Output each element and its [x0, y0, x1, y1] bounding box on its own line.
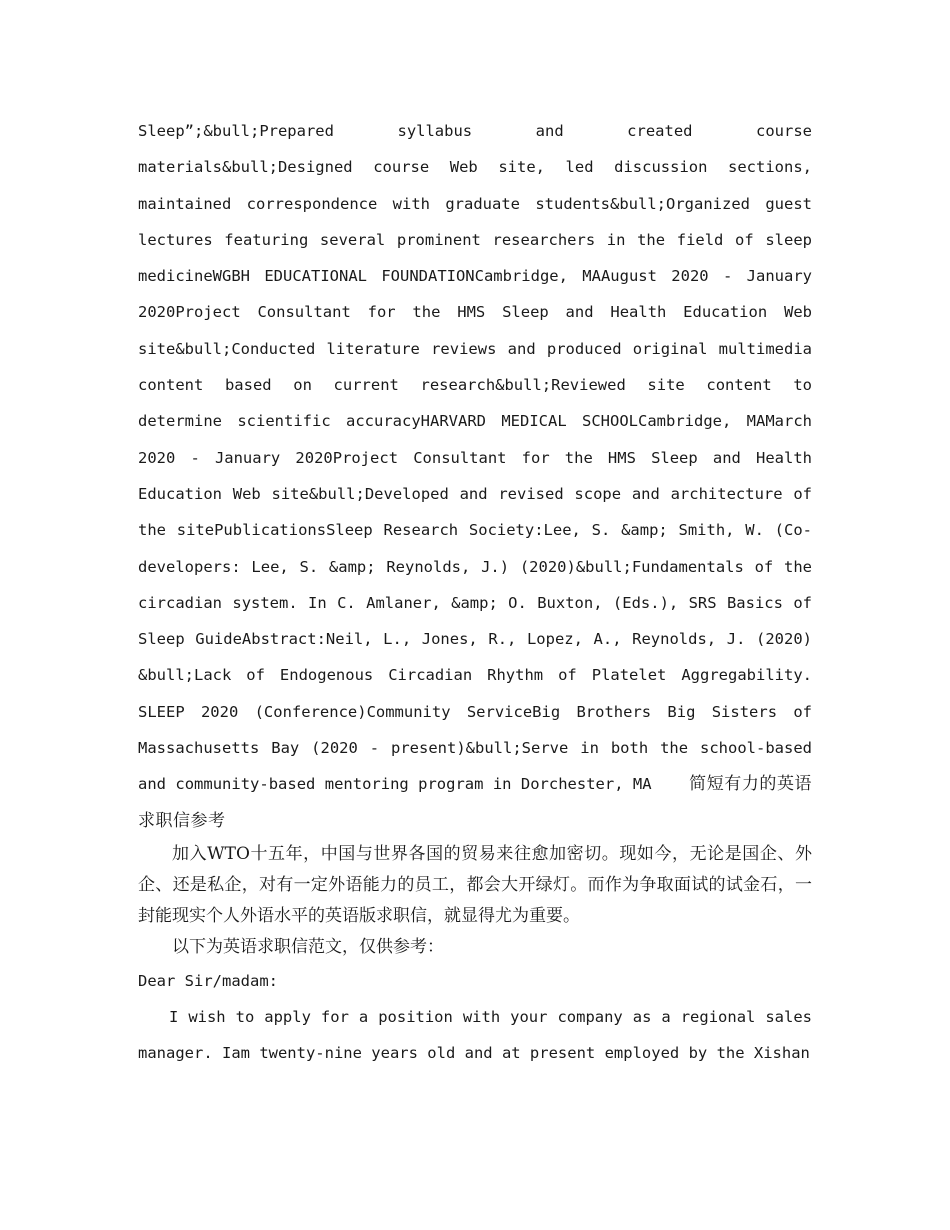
letter-heading: 简短有力的英语求职信参考	[138, 774, 813, 831]
resume-text: Sleep”;&bull;Prepared syllabus and created course materials&bull;Designed course Web site, led discussion sections, maintained correspondence with graduate students&bull;Organized guest lectures featuring several prominent researchers in the field of sleep medicineWGBH EDUCATIONAL FOUNDATIONCambridge, MAAugust 2020 - January 2020Project Consultant for the HMS Sleep and Health Education Web site&bull;Conducted literature reviews and produced original multimedia content based on current research&bull;Reviewed site content to determine scientific accuracyHARVARD MEDICAL SCHOOLCambridge, MAMarch 2020 - January 2020Project Consultant for the HMS Sleep and Health Education Web site&bull;Developed and revised scope and architecture of the sitePublicationsSleep Research Society:Lee, S. &amp; Smith, W. (Co-developers: Lee, S. &amp; Reynolds, J.) (2020)&bull;Fundamentals of the circadian system. In C. Amlaner, &amp; O. Buxton, (Eds.), SRS Basics of Sleep GuideAbstract:Neil, L., Jones, R., Lopez, A., Reynolds, J. (2020) &bull;Lack of Endogenous Circadian Rhythm of Platelet Aggregability. SLEEP 2020 (Conference)Community ServiceBig Brothers Big Sisters of Massachusetts Bay (2020 - present)&bull;Serve in both the school-based and community-based mentoring program in Dorchester, MA	[138, 122, 812, 794]
intro-paragraph: 加入WTO十五年，中国与世界各国的贸易来往愈加密切。现如今，无论是国企、外企、还是私企，对有一定外语能力的员工，都会大开绿灯。而作为争取面试的试金石，一封能现实个人外语水平的英语版求职信，就显得尤为重要。	[138, 843, 812, 926]
resume-paragraph	[138, 113, 812, 839]
document-body	[138, 113, 812, 1072]
letter-body-paragraph: I wish to apply for a position with your company as a regional sales manager. Iam twenty-nine years old and at present employed by the Xishan	[138, 1007, 812, 1063]
salutation: Dear Sir/madam:	[138, 971, 278, 990]
sample-intro-paragraph: 以下为英语求职信范文，仅供参考：	[172, 936, 444, 957]
